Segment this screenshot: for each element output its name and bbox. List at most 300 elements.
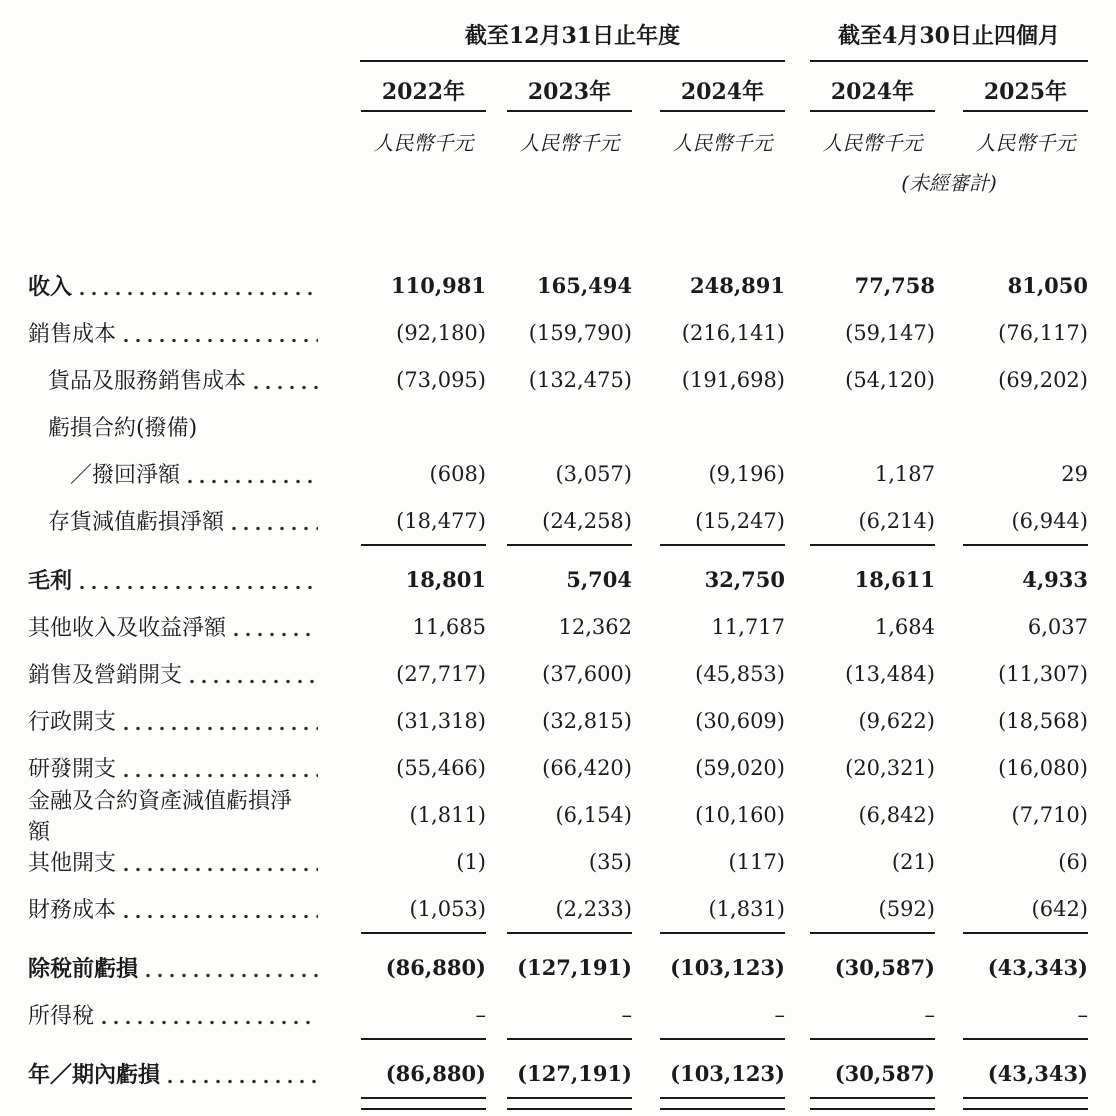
- cell-value: (608): [429, 461, 486, 486]
- cell-value: (31,318): [396, 708, 486, 733]
- table-row: [28, 838, 1088, 885]
- cell-value: (37,600): [542, 661, 632, 686]
- cell-value: (92,180): [396, 320, 486, 345]
- value-cell: [632, 897, 785, 921]
- rule-cell: [632, 1097, 785, 1110]
- cell-value: (66,420): [542, 755, 632, 780]
- single-underline: [660, 1038, 785, 1040]
- value-cell: [486, 662, 632, 686]
- cell-value: –: [924, 1002, 935, 1027]
- column-group-annual-label: 截至12月31日止年度: [360, 19, 785, 62]
- dot-leader: [124, 726, 318, 731]
- table-row: [28, 788, 1088, 845]
- cell-value: (127,191): [517, 1061, 632, 1086]
- cell-value: (30,609): [695, 708, 785, 733]
- single-rule-row: [28, 1038, 1088, 1050]
- cell-value: (103,123): [670, 1061, 785, 1086]
- value-cell: [486, 368, 632, 392]
- table-body: [28, 262, 1088, 1113]
- single-underline: [810, 932, 935, 934]
- value-cell: [935, 462, 1088, 486]
- value-cell: [632, 273, 785, 298]
- cell-value: (30,587): [834, 955, 935, 980]
- column-group-annual: [358, 19, 785, 62]
- cell-value: (191,698): [681, 367, 785, 392]
- cell-value: 4,933: [1022, 567, 1088, 592]
- value-cell: [785, 803, 935, 827]
- table-row: [28, 650, 1088, 697]
- rule-cell: [935, 544, 1088, 546]
- value-cell: [935, 955, 1088, 980]
- unit-cell: [358, 127, 486, 156]
- rule-cell: [358, 544, 486, 546]
- cell-value: 81,050: [1007, 273, 1088, 298]
- rule-cell: [632, 544, 785, 546]
- cell-value: 11,685: [412, 614, 486, 639]
- double-underline: [507, 1097, 632, 1110]
- table-row: [28, 309, 1088, 356]
- value-cell: [935, 803, 1088, 827]
- dot-leader: [124, 338, 318, 343]
- cell-value: (27,717): [396, 661, 486, 686]
- value-cell: [632, 756, 785, 780]
- unit-cell: [486, 127, 632, 156]
- single-rule-row: [28, 932, 1088, 944]
- row-label-cell: [28, 556, 358, 603]
- row-label: 研發開支: [28, 757, 117, 782]
- value-cell: [632, 615, 785, 639]
- cell-value: (9,622): [858, 708, 935, 733]
- dot-leader: [234, 632, 318, 637]
- value-cell: [486, 709, 632, 733]
- row-label: 銷售成本: [28, 322, 117, 347]
- value-cell: [785, 509, 935, 533]
- value-cell: [358, 662, 486, 686]
- value-cell: [785, 955, 935, 980]
- column-group-interim: [785, 19, 1088, 62]
- value-cell: [358, 897, 486, 921]
- row-label: 虧損合約(撥備): [48, 416, 198, 441]
- value-cell: [785, 1003, 935, 1027]
- single-underline: [361, 932, 486, 934]
- dot-leader: [124, 914, 318, 919]
- cell-value: (1): [456, 849, 486, 874]
- year-label: 2024年: [810, 75, 935, 112]
- dot-leader: [102, 1020, 318, 1025]
- cell-value: 5,704: [566, 567, 632, 592]
- cell-value: (103,123): [670, 955, 785, 980]
- currency-unit: 人民幣千元: [373, 130, 474, 155]
- cell-value: –: [1077, 1002, 1088, 1027]
- rule-cell: [358, 1097, 486, 1110]
- cell-value: (13,484): [845, 661, 935, 686]
- table-row: [28, 1050, 1088, 1097]
- single-underline: [660, 544, 785, 546]
- row-label-cell: [28, 497, 358, 544]
- cell-value: 18,801: [405, 567, 486, 592]
- value-cell: [486, 273, 632, 298]
- value-cell: [632, 709, 785, 733]
- cell-value: (55,466): [396, 755, 486, 780]
- cell-value: (59,020): [695, 755, 785, 780]
- value-cell: [935, 897, 1088, 921]
- cell-value: (15,247): [695, 508, 785, 533]
- value-cell: [935, 368, 1088, 392]
- rule-cell: [785, 1097, 935, 1110]
- cell-value: (43,343): [987, 1061, 1088, 1086]
- currency-unit-row: [28, 119, 1088, 163]
- single-underline: [963, 1038, 1088, 1040]
- double-underline: [361, 1097, 486, 1110]
- single-underline: [963, 544, 1088, 546]
- row-label: 除稅前虧損: [28, 956, 139, 982]
- cell-value: 165,494: [537, 273, 632, 298]
- single-underline: [507, 1038, 632, 1040]
- single-underline: [361, 1038, 486, 1040]
- cell-value: (117): [728, 849, 785, 874]
- cell-value: (54,120): [845, 367, 935, 392]
- cell-value: 32,750: [704, 567, 785, 592]
- cell-value: 6,037: [1027, 614, 1088, 639]
- dot-leader: [188, 479, 318, 484]
- year-label: 2022年: [361, 75, 486, 112]
- row-label-cell: [28, 262, 358, 309]
- value-cell: [486, 955, 632, 980]
- value-cell: [486, 462, 632, 486]
- value-cell: [935, 321, 1088, 345]
- cell-value: (1,053): [409, 896, 486, 921]
- value-cell: [358, 803, 486, 827]
- value-cell: [935, 756, 1088, 780]
- table-row: [28, 944, 1088, 991]
- cell-value: (86,880): [385, 955, 486, 980]
- cell-value: (69,202): [998, 367, 1088, 392]
- value-cell: [785, 462, 935, 486]
- value-cell: [486, 321, 632, 345]
- value-cell: [358, 273, 486, 298]
- single-underline: [507, 932, 632, 934]
- value-cell: [358, 1003, 486, 1027]
- cell-value: 11,717: [711, 614, 785, 639]
- double-underline: [660, 1097, 785, 1110]
- cell-value: (35): [588, 849, 632, 874]
- cell-value: (24,258): [542, 508, 632, 533]
- cell-value: 12,362: [558, 614, 632, 639]
- currency-unit: 人民幣千元: [672, 130, 773, 155]
- row-label-cell: [28, 650, 358, 697]
- cell-value: (11,307): [998, 661, 1088, 686]
- dot-leader: [190, 679, 318, 684]
- unit-cell: [632, 127, 785, 156]
- table-row: [28, 403, 1088, 450]
- row-label: 金融及合約資產減值虧損淨額: [28, 788, 293, 845]
- value-cell: [358, 1061, 486, 1086]
- cell-value: (43,343): [987, 955, 1088, 980]
- cell-value: (6): [1058, 849, 1088, 874]
- rule-cell: [486, 1038, 632, 1040]
- value-cell: [632, 850, 785, 874]
- row-label-cell: [28, 309, 358, 356]
- dot-leader: [168, 1079, 318, 1084]
- value-cell: [486, 1003, 632, 1027]
- row-label: 行政開支: [28, 710, 117, 735]
- cell-value: (18,477): [396, 508, 486, 533]
- value-cell: [486, 803, 632, 827]
- cell-value: 248,891: [690, 273, 785, 298]
- value-cell: [632, 662, 785, 686]
- single-rule-row: [28, 544, 1088, 556]
- row-label-cell: [28, 603, 358, 650]
- cell-value: (9,196): [708, 461, 785, 486]
- table-row: [28, 885, 1088, 932]
- unaudited-note-row: [28, 163, 1088, 199]
- value-cell: [632, 368, 785, 392]
- rule-cell: [935, 932, 1088, 934]
- currency-unit: 人民幣千元: [822, 130, 923, 155]
- cell-value: (6,214): [858, 508, 935, 533]
- cell-value: (86,880): [385, 1061, 486, 1086]
- value-cell: [486, 897, 632, 921]
- unaudited-note: (未經審計): [901, 170, 997, 195]
- value-cell: [935, 615, 1088, 639]
- value-cell: [358, 321, 486, 345]
- cell-value: (642): [1031, 896, 1088, 921]
- rule-cell: [632, 932, 785, 934]
- single-underline: [963, 932, 1088, 934]
- header-body-gap: [28, 199, 1088, 262]
- value-cell: [486, 615, 632, 639]
- value-cell: [358, 955, 486, 980]
- value-cell: [935, 509, 1088, 533]
- value-cell: [935, 662, 1088, 686]
- value-cell: [358, 462, 486, 486]
- rule-cell: [358, 932, 486, 934]
- row-label-cell: [28, 1050, 358, 1097]
- rule-cell: [486, 932, 632, 934]
- cell-value: (592): [878, 896, 935, 921]
- column-group-header-row: [28, 12, 1088, 68]
- rule-cell: [486, 544, 632, 546]
- value-cell: [358, 567, 486, 592]
- cell-value: 18,611: [854, 567, 935, 592]
- value-cell: [935, 567, 1088, 592]
- cell-value: 1,187: [874, 461, 935, 486]
- double-rule-row: [28, 1097, 1088, 1113]
- cell-value: (76,117): [998, 320, 1088, 345]
- value-cell: [486, 1061, 632, 1086]
- cell-value: (59,147): [845, 320, 935, 345]
- cell-value: (18,568): [998, 708, 1088, 733]
- table-row: [28, 556, 1088, 603]
- dot-leader: [80, 291, 318, 296]
- cell-value: (16,080): [998, 755, 1088, 780]
- cell-value: –: [475, 1002, 486, 1027]
- cell-value: 1,684: [874, 614, 935, 639]
- value-cell: [486, 756, 632, 780]
- year-col-2023: [486, 75, 632, 112]
- cell-value: (1,831): [708, 896, 785, 921]
- row-label: 存貨減值虧損淨額: [48, 510, 225, 535]
- value-cell: [935, 1003, 1088, 1027]
- row-label-cell: [28, 356, 358, 403]
- table-row: [28, 603, 1088, 650]
- row-label: 銷售及營銷開支: [28, 663, 183, 688]
- row-label: 收入: [28, 274, 73, 300]
- rule-cell: [785, 1038, 935, 1040]
- dot-leader: [254, 385, 318, 390]
- value-cell: [632, 803, 785, 827]
- value-cell: [632, 509, 785, 533]
- value-cell: [785, 850, 935, 874]
- cell-value: (2,233): [555, 896, 632, 921]
- rule-cell: [358, 1038, 486, 1040]
- value-cell: [785, 897, 935, 921]
- value-cell: [486, 567, 632, 592]
- rule-cell: [785, 932, 935, 934]
- table-row: [28, 262, 1088, 309]
- table-row: [28, 356, 1088, 403]
- cell-value: (1,811): [409, 802, 486, 827]
- value-cell: [935, 709, 1088, 733]
- value-cell: [935, 850, 1088, 874]
- dot-leader: [232, 526, 318, 531]
- value-cell: [935, 273, 1088, 298]
- rule-cell: [935, 1097, 1088, 1110]
- single-underline: [507, 544, 632, 546]
- row-label-cell: [28, 885, 358, 932]
- cell-value: (10,160): [695, 802, 785, 827]
- cell-value: (6,842): [858, 802, 935, 827]
- cell-value: 29: [1061, 461, 1088, 486]
- row-label-cell: [28, 450, 358, 497]
- value-cell: [632, 321, 785, 345]
- value-cell: [785, 709, 935, 733]
- value-cell: [632, 1061, 785, 1086]
- unit-cell: [935, 127, 1088, 156]
- value-cell: [785, 321, 935, 345]
- cell-value: (6,944): [1011, 508, 1088, 533]
- value-cell: [358, 850, 486, 874]
- row-label: ／撥回淨額: [70, 463, 181, 488]
- row-label: 所得稅: [28, 1004, 95, 1029]
- year-col-2025-interim: [935, 75, 1088, 112]
- value-cell: [358, 368, 486, 392]
- cell-value: (45,853): [695, 661, 785, 686]
- row-label-cell: [28, 403, 358, 450]
- income-statement-table: [28, 12, 1088, 1113]
- cell-value: (32,815): [542, 708, 632, 733]
- row-label: 貨品及服務銷售成本: [48, 369, 247, 394]
- value-cell: [785, 273, 935, 298]
- double-underline: [810, 1097, 935, 1110]
- value-cell: [785, 1061, 935, 1086]
- cell-value: (7,710): [1011, 802, 1088, 827]
- rule-cell: [486, 1097, 632, 1110]
- value-cell: [632, 567, 785, 592]
- row-label: 年／期內虧損: [28, 1062, 161, 1088]
- cell-value: (216,141): [681, 320, 785, 345]
- single-underline: [361, 544, 486, 546]
- dot-leader: [124, 773, 318, 778]
- row-label: 其他開支: [28, 851, 117, 876]
- column-group-interim-label: 截至4月30日止四個月: [810, 19, 1088, 62]
- row-label-cell: [28, 788, 358, 845]
- row-label: 毛利: [28, 568, 73, 594]
- cell-value: 110,981: [391, 273, 486, 298]
- row-label-cell: [28, 697, 358, 744]
- cell-value: –: [621, 1002, 632, 1027]
- cell-value: (3,057): [555, 461, 632, 486]
- currency-unit: 人民幣千元: [519, 130, 620, 155]
- value-cell: [358, 756, 486, 780]
- year-label: 2025年: [963, 75, 1088, 112]
- value-cell: [785, 662, 935, 686]
- value-cell: [785, 368, 935, 392]
- cell-value: (127,191): [517, 955, 632, 980]
- year-col-2022: [358, 75, 486, 112]
- unit-cell: [785, 127, 935, 156]
- value-cell: [486, 509, 632, 533]
- dot-leader: [124, 867, 318, 872]
- cell-value: (20,321): [845, 755, 935, 780]
- value-cell: [632, 462, 785, 486]
- value-cell: [785, 615, 935, 639]
- value-cell: [785, 756, 935, 780]
- value-cell: [486, 850, 632, 874]
- row-label-cell: [28, 991, 358, 1038]
- value-cell: [785, 567, 935, 592]
- currency-unit: 人民幣千元: [975, 130, 1076, 155]
- cell-value: (132,475): [528, 367, 632, 392]
- table-row: [28, 991, 1088, 1038]
- table-row: [28, 497, 1088, 544]
- table-row: [28, 697, 1088, 744]
- value-cell: [935, 1061, 1088, 1086]
- dot-leader: [146, 973, 318, 978]
- cell-value: (6,154): [555, 802, 632, 827]
- single-underline: [810, 1038, 935, 1040]
- rule-cell: [785, 544, 935, 546]
- cell-value: (159,790): [528, 320, 632, 345]
- value-cell: [632, 1003, 785, 1027]
- rule-cell: [632, 1038, 785, 1040]
- value-cell: [358, 709, 486, 733]
- unaudited-cell: [785, 167, 1088, 196]
- value-cell: [358, 615, 486, 639]
- value-cell: [358, 509, 486, 533]
- value-cell: [632, 955, 785, 980]
- year-header-row: [28, 68, 1088, 119]
- cell-value: (73,095): [396, 367, 486, 392]
- year-label: 2024年: [660, 75, 785, 112]
- cell-value: (30,587): [834, 1061, 935, 1086]
- single-underline: [810, 544, 935, 546]
- row-label: 其他收入及收益淨額: [28, 616, 227, 641]
- cell-value: –: [774, 1002, 785, 1027]
- rule-cell: [935, 1038, 1088, 1040]
- year-col-2024: [632, 75, 785, 112]
- cell-value: 77,758: [854, 273, 935, 298]
- year-col-2024-interim: [785, 75, 935, 112]
- table-row: [28, 450, 1088, 497]
- row-label-cell: [28, 838, 358, 885]
- double-underline: [963, 1097, 1088, 1110]
- year-label: 2023年: [507, 75, 632, 112]
- cell-value: (21): [891, 849, 935, 874]
- row-label-cell: [28, 944, 358, 991]
- single-underline: [660, 932, 785, 934]
- dot-leader: [80, 585, 318, 590]
